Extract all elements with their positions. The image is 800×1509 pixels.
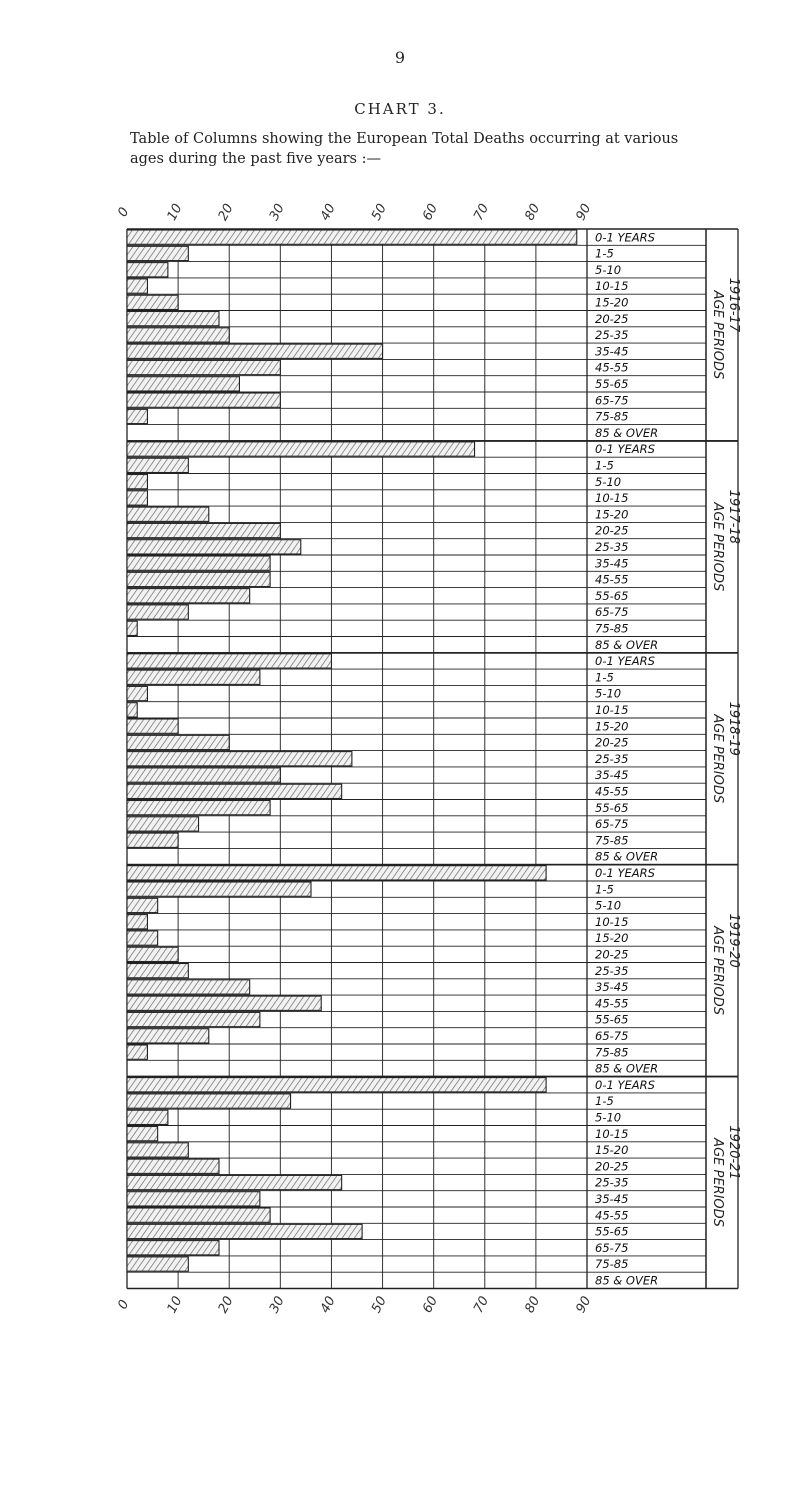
age-label: 75-85 <box>595 621 629 636</box>
age-label: 85 & OVER <box>595 1061 659 1076</box>
x-axis-top-ticks <box>115 202 594 224</box>
bar <box>127 1208 270 1222</box>
x-tick-label-bottom: 90 <box>573 1294 595 1316</box>
age-label: 65-75 <box>595 817 629 832</box>
age-label: 75-85 <box>595 409 629 424</box>
bar <box>127 621 137 635</box>
bar <box>127 719 178 733</box>
age-label: 20-25 <box>595 947 629 962</box>
bar <box>127 686 147 700</box>
bar <box>127 768 280 782</box>
age-label: 85 & OVER <box>595 849 659 864</box>
x-tick-label-bottom: 20 <box>215 1294 237 1316</box>
bar <box>127 312 219 326</box>
bar <box>127 1029 209 1043</box>
age-label: 15-20 <box>595 719 629 734</box>
age-label: 25-35 <box>595 751 629 766</box>
bar <box>127 735 229 749</box>
bar <box>127 475 147 489</box>
bar <box>127 980 250 994</box>
age-label: 20-25 <box>595 311 629 326</box>
bar <box>127 442 475 456</box>
age-label: 10-15 <box>595 279 629 294</box>
age-label: 35-45 <box>595 1192 629 1206</box>
bar <box>127 866 546 880</box>
age-label: 45-55 <box>595 360 629 375</box>
age-label: 65-75 <box>595 605 629 620</box>
age-label: 1-5 <box>595 1094 614 1109</box>
age-label: 45-55 <box>595 572 629 587</box>
age-label: 10-15 <box>595 1126 629 1141</box>
bar <box>127 246 188 260</box>
age-label: 15-20 <box>595 1143 629 1158</box>
series-label: 1920-21 <box>726 1125 741 1180</box>
x-tick-label-top: 90 <box>573 201 595 224</box>
age-label: 85 & OVER <box>595 1273 659 1288</box>
age-label: 45-55 <box>595 1208 629 1223</box>
bar <box>127 1110 168 1124</box>
age-label: 65-75 <box>595 393 629 408</box>
group-label: AGE PERIODS <box>710 926 725 1016</box>
x-tick-label-top: 40 <box>317 201 339 224</box>
bar <box>127 507 209 521</box>
age-labels <box>595 230 658 1287</box>
bar <box>127 654 331 668</box>
age-label: 85 & OVER <box>595 425 659 440</box>
bar <box>127 703 137 717</box>
age-label: 55-65 <box>595 377 629 391</box>
series-label: 1916-17 <box>726 277 741 333</box>
age-label: 1-5 <box>595 670 614 685</box>
bar <box>127 344 383 358</box>
age-label: 35-45 <box>595 344 629 359</box>
bar <box>127 817 199 831</box>
x-tick-label-bottom: 40 <box>317 1294 339 1316</box>
group-label: AGE PERIODS <box>710 502 725 592</box>
caption-line-2: ages during the past five years :— <box>130 151 381 167</box>
bar <box>127 279 147 293</box>
bar <box>127 882 311 896</box>
age-label: 0-1 YEARS <box>595 442 655 457</box>
bar <box>127 931 158 945</box>
bar <box>127 1175 342 1189</box>
age-label: 5-10 <box>595 474 622 489</box>
age-label: 45-55 <box>595 784 629 799</box>
age-label: 15-20 <box>595 931 629 946</box>
age-label: 55-65 <box>595 800 629 815</box>
bar <box>127 230 577 244</box>
group-label: AGE PERIODS <box>710 1138 725 1227</box>
x-tick-label-bottom: 60 <box>420 1294 442 1316</box>
age-label: 5-10 <box>595 1110 622 1125</box>
bar <box>127 1257 188 1271</box>
x-tick-label-top: 20 <box>215 201 237 224</box>
series-label: 1917-18 <box>726 489 741 545</box>
bar <box>127 605 188 619</box>
bar <box>127 1224 362 1238</box>
chart-heading: CHART 3. <box>354 100 446 118</box>
bar <box>127 996 321 1010</box>
x-tick-label-bottom: 0 <box>115 1297 133 1313</box>
age-label: 35-45 <box>595 768 629 783</box>
age-label: 20-25 <box>595 523 629 538</box>
page-number: 9 <box>394 48 406 67</box>
bar <box>127 523 280 537</box>
age-label: 10-15 <box>595 703 629 717</box>
bar <box>127 915 147 929</box>
x-tick-label-top: 10 <box>164 201 186 224</box>
bar <box>127 1078 546 1092</box>
bar <box>127 833 178 847</box>
bar <box>127 263 168 277</box>
age-label: 45-55 <box>595 996 629 1011</box>
age-label: 65-75 <box>595 1240 629 1255</box>
bar <box>127 801 270 815</box>
age-label: 35-45 <box>595 556 629 571</box>
x-tick-label-top: 0 <box>115 205 133 220</box>
x-tick-label-top: 60 <box>420 201 442 224</box>
age-label: 75-85 <box>595 833 629 848</box>
age-label: 25-35 <box>595 1175 629 1190</box>
bar <box>127 1094 291 1108</box>
bar <box>127 491 147 505</box>
age-label: 20-25 <box>595 1159 629 1174</box>
bar <box>127 377 239 391</box>
side-labels <box>710 278 741 1227</box>
x-tick-label-bottom: 70 <box>471 1294 493 1316</box>
age-label: 65-75 <box>595 1029 629 1043</box>
bar <box>127 393 280 407</box>
age-label: 5-10 <box>595 898 622 913</box>
bar <box>127 409 147 423</box>
age-label: 1-5 <box>595 246 614 261</box>
bar <box>127 1012 260 1026</box>
age-label: 15-20 <box>595 295 629 310</box>
age-label: 55-65 <box>595 1012 629 1027</box>
bar <box>127 540 301 554</box>
age-label: 0-1 YEARS <box>595 654 655 669</box>
age-label: 20-25 <box>595 735 629 750</box>
age-label: 0-1 YEARS <box>595 230 655 245</box>
x-tick-label-top: 50 <box>368 201 390 224</box>
bar <box>127 556 270 570</box>
age-label: 10-15 <box>595 491 629 506</box>
bar <box>127 964 188 978</box>
age-label: 0-1 YEARS <box>595 1077 655 1092</box>
age-label: 25-35 <box>595 963 629 978</box>
age-label: 10-15 <box>595 914 629 929</box>
bar <box>127 458 188 472</box>
bar <box>127 1143 188 1157</box>
x-tick-label-top: 80 <box>522 201 544 224</box>
x-tick-label-bottom: 50 <box>368 1294 390 1316</box>
x-tick-label-top: 70 <box>471 201 493 224</box>
bar <box>127 328 229 342</box>
bar <box>127 295 178 309</box>
x-tick-label-top: 30 <box>266 201 288 224</box>
bar <box>127 1192 260 1206</box>
bar <box>127 1127 158 1141</box>
bar <box>127 784 342 798</box>
series-label: 1919-20 <box>726 913 741 968</box>
age-label: 75-85 <box>595 1257 629 1272</box>
bar <box>127 589 250 603</box>
age-label: 55-65 <box>595 588 629 603</box>
x-tick-label-bottom: 30 <box>266 1294 288 1316</box>
caption-line-1: Table of Columns showing the European Total Deaths occurring at various <box>130 131 679 147</box>
bar <box>127 572 270 586</box>
series-label: 1918-19 <box>726 701 741 756</box>
age-label: 55-65 <box>595 1224 629 1239</box>
bar <box>127 1045 147 1059</box>
bar <box>127 1159 219 1173</box>
age-label: 25-35 <box>595 328 629 343</box>
bar <box>127 1241 219 1255</box>
x-tick-label-bottom: 10 <box>164 1294 186 1316</box>
age-label: 15-20 <box>595 507 629 522</box>
group-label: AGE PERIODS <box>710 714 725 804</box>
age-label: 5-10 <box>595 262 622 277</box>
bar <box>127 670 260 684</box>
age-label: 5-10 <box>595 686 622 701</box>
age-label: 1-5 <box>595 882 614 897</box>
age-label: 0-1 YEARS <box>595 866 655 880</box>
group-label: AGE PERIODS <box>710 290 725 380</box>
x-axis-bottom-ticks <box>115 1294 594 1316</box>
age-label: 75-85 <box>595 1045 629 1060</box>
age-label: 1-5 <box>595 458 614 473</box>
bar <box>127 360 280 374</box>
age-label: 85 & OVER <box>595 637 659 652</box>
bar <box>127 947 178 961</box>
x-tick-label-bottom: 80 <box>522 1294 544 1316</box>
bar <box>127 898 158 912</box>
age-label: 35-45 <box>595 980 629 995</box>
age-label: 25-35 <box>595 540 629 554</box>
bar <box>127 752 352 766</box>
